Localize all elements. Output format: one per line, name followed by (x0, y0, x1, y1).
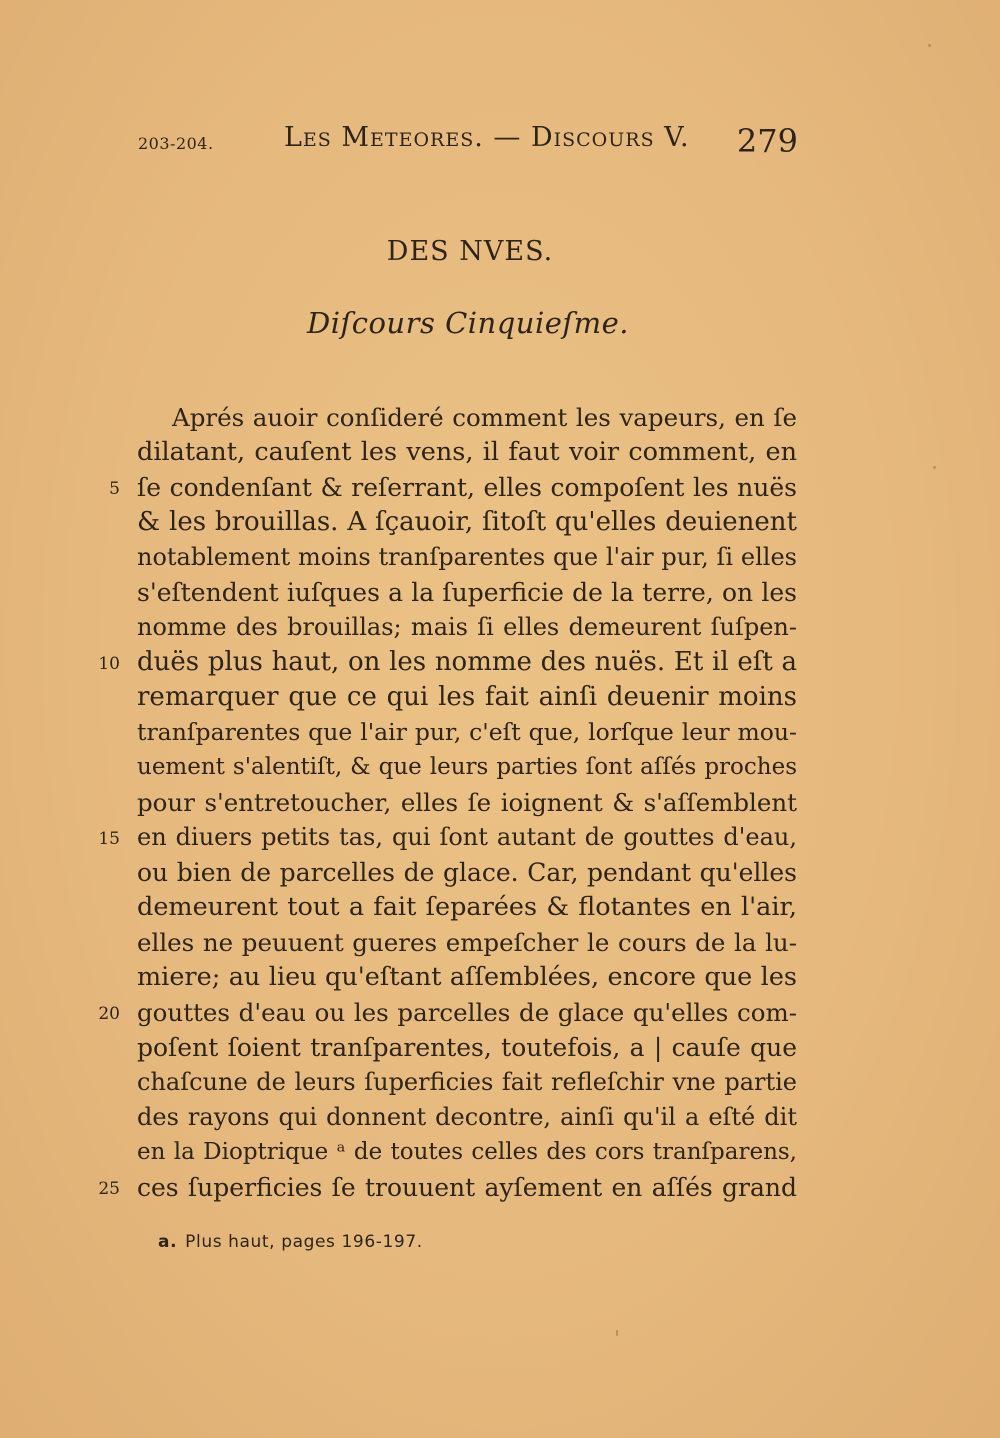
text-line (0, 1065, 1000, 1100)
text-line (0, 575, 1000, 610)
paper-speck (928, 44, 931, 47)
line-text: dilatant, cauſent les vens, il faut voir comment, en (137, 437, 797, 467)
body-text (0, 400, 1000, 1205)
text-line (0, 715, 1000, 750)
folio-range: 203-204. (138, 134, 214, 153)
line-number: 25 (98, 1179, 120, 1199)
text-line (0, 470, 1000, 505)
text-line (0, 1135, 1000, 1170)
line-text: elles ne peuuent gueres empeſcher le cours de la lu- (137, 928, 797, 957)
text-line (0, 610, 1000, 645)
text-line (0, 855, 1000, 890)
text-line (0, 925, 1000, 960)
line-text: duës plus haut, on les nomme des nuës. Et il eſt a (137, 647, 797, 677)
line-text: en diuers petits tas, qui ſont autant de gouttes d'eau, (137, 823, 797, 851)
text-line (0, 505, 1000, 540)
text-line (0, 1030, 1000, 1065)
line-text: tranſparentes que l'air pur, c'eſt que, lorſque leur mou- (137, 718, 797, 746)
text-line (0, 960, 1000, 995)
paper-speck (616, 1330, 618, 1336)
text-line (0, 750, 1000, 785)
text-line (0, 680, 1000, 715)
text-line (0, 785, 1000, 820)
line-text: des rayons qui donnent decontre, ainſi qu'il a eſté dit (137, 1103, 797, 1131)
line-number: 15 (98, 829, 120, 849)
text-line (0, 890, 1000, 925)
line-text: remarquer que ce qui les fait ainſi deuenir moins (137, 682, 797, 712)
line-text: nomme des brouillas; mais ſi elles demeurent ſuſpen- (137, 613, 797, 641)
line-number: 20 (98, 1004, 120, 1024)
line-text: demeurent tout a fait ſeparées & flotantes en l'air, (137, 892, 797, 922)
line-text: chaſcune de leurs ſuperficies fait refleſchir vne partie (137, 1068, 797, 1096)
section-subtitle: Diſcours Cinquieſme. (306, 306, 630, 340)
line-text: notablement moins tranſparentes que l'air pur, ſi elles (137, 543, 797, 571)
paper-speck (933, 466, 936, 469)
running-head (0, 118, 1000, 158)
line-text: s'eſtendent iuſques a la ſuperficie de la terre, on les (137, 578, 797, 607)
running-title: Les Meteores. — Discours V. (284, 122, 690, 153)
text-line (0, 995, 1000, 1030)
line-text: miere; au lieu qu'eſtant aſſemblées, encore que les (137, 962, 797, 992)
line-text: ou bien de parcelles de glace. Car, pendant qu'elles (137, 858, 797, 887)
text-line (0, 1170, 1000, 1205)
line-text: Aprés auoir conſideré comment les vapeurs, en ſe (172, 403, 797, 432)
line-text: ſe condenſant & reſerrant, elles compoſent les nuës (137, 473, 797, 502)
footnote-mark: a. (158, 1232, 178, 1252)
line-number: 10 (98, 654, 120, 674)
text-line (0, 1100, 1000, 1135)
footnote-text: Plus haut, pages 196-197. (185, 1232, 423, 1252)
text-line (0, 645, 1000, 680)
line-number: 5 (109, 479, 120, 499)
line-text: pour s'entretoucher, elles ſe ioignent & s'aſſemblent (137, 788, 797, 817)
line-text: uement s'alentiſt, & que leurs parties ſont aſſés proches (137, 754, 797, 780)
line-text: en la Dioptrique ᵃ de toutes celles des cors tranſparens, (137, 1139, 797, 1165)
line-text: ces ſuperficies ſe trouuent ayſement en aſſés grand (137, 1173, 797, 1202)
text-line (0, 820, 1000, 855)
page-number: 279 (736, 122, 798, 160)
line-text: & les brouillas. A ſçauoir, ſitoſt qu'elles deuienent (137, 507, 797, 537)
line-text: poſent ſoient tranſparentes, toutefois, a | cauſe que (137, 1033, 797, 1062)
text-line (0, 435, 1000, 470)
footnote (158, 1232, 423, 1252)
text-line (0, 540, 1000, 575)
text-line (0, 400, 1000, 435)
section-title: DES NVES. (386, 236, 554, 267)
line-text: gouttes d'eau ou les parcelles de glace qu'elles com- (137, 998, 797, 1027)
